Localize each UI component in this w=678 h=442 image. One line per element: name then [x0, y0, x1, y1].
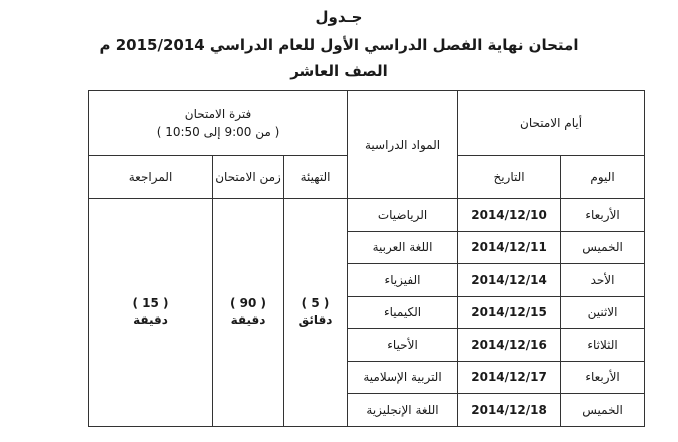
subject-cell: الرياضيات [348, 199, 458, 232]
day-cell: الأربعاء [561, 361, 645, 394]
subject-cell: الكيمياء [348, 296, 458, 329]
exam-period-time: ( من 9:00 إلى 10:50 ) [156, 125, 280, 139]
header-exam-period [89, 91, 348, 156]
subject-cell: اللغة الإنجليزية [348, 394, 458, 427]
date-cell: 2014/12/14 [458, 264, 561, 297]
header-day: اليوم [561, 156, 645, 199]
preparation-duration [284, 199, 348, 427]
day-cell: الخميس [561, 394, 645, 427]
day-cell: الثلاثاء [561, 329, 645, 362]
day-cell: الأربعاء [561, 199, 645, 232]
exam-duration [213, 199, 284, 427]
date-cell: 2014/12/15 [458, 296, 561, 329]
table-row [89, 199, 645, 232]
header-review: المراجعة [89, 156, 213, 199]
header-preparation: التهيئة [284, 156, 348, 199]
day-cell: الخميس [561, 231, 645, 264]
review-value: ( 15 ) [132, 296, 169, 311]
subject-cell: اللغة العربية [348, 231, 458, 264]
page-title: جـدول [315, 8, 363, 26]
day-cell: الاثنين [561, 296, 645, 329]
preparation-unit: دقائق [298, 313, 333, 328]
day-cell: الأحد [561, 264, 645, 297]
date-cell: 2014/12/18 [458, 394, 561, 427]
preparation-value: ( 5 ) [301, 296, 330, 311]
date-cell: 2014/12/10 [458, 199, 561, 232]
subject-cell: الفيزياء [348, 264, 458, 297]
header-exam-days: أيام الامتحان [458, 91, 645, 156]
date-cell: 2014/12/16 [458, 329, 561, 362]
header-date: التاريخ [458, 156, 561, 199]
exam-period-label: فترة الامتحان [184, 107, 252, 121]
header-exam-time: زمن الامتحان [213, 156, 284, 199]
subject-cell: التربية الإسلامية [348, 361, 458, 394]
exam-schedule-table [88, 90, 645, 427]
grade-title: الصف العاشر [290, 62, 388, 80]
date-cell: 2014/12/17 [458, 361, 561, 394]
subject-cell: الأحياء [348, 329, 458, 362]
exam-duration-value: ( 90 ) [230, 296, 267, 311]
exam-duration-unit: دقيقة [230, 313, 266, 328]
review-unit: دقيقة [133, 313, 168, 328]
header-row-main [89, 91, 645, 156]
exam-subtitle: امتحان نهاية الفصل الدراسي الأول للعام الدراسي 2015/2014 م [99, 36, 579, 54]
date-cell: 2014/12/11 [458, 231, 561, 264]
header-subjects: المواد الدراسية [348, 91, 458, 199]
review-duration [89, 199, 213, 427]
